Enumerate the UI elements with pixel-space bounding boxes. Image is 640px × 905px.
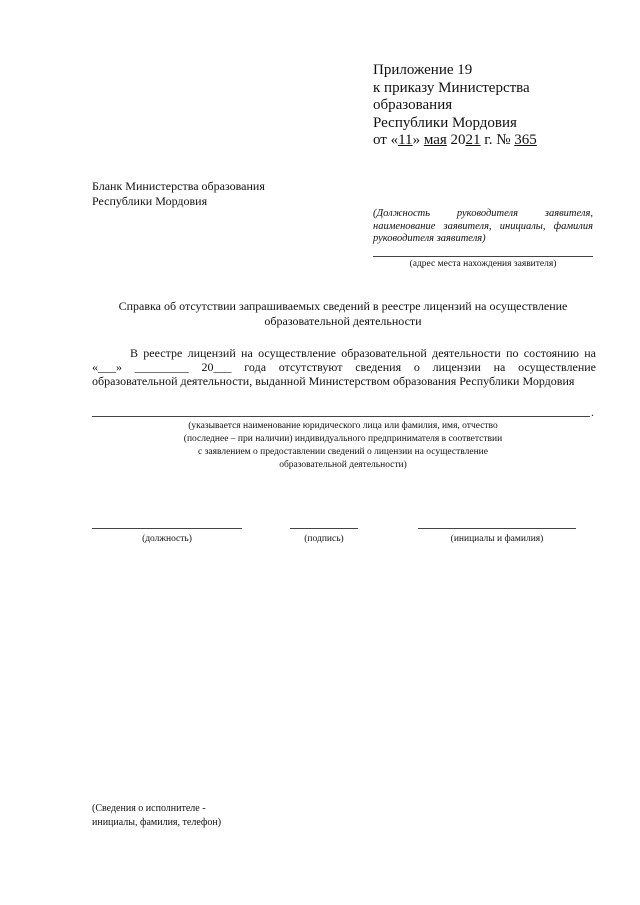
executor-line-2: инициалы, фамилия, телефон) [92, 816, 222, 828]
signature-caption: (подпись) [304, 534, 344, 544]
document-title: Справка об отсутствии запрашиваемых сведений в реестре лицензий на осуществление образовательной деятельности [118, 299, 568, 328]
document-body [92, 346, 596, 388]
letterhead-placeholder [92, 179, 265, 209]
appendix-date-line [373, 132, 537, 150]
body-paragraph: В реестре лицензий на осуществление образовательной деятельности по состоянию на «___» _________ 20___ года отсутствуют сведения о лицензии на осуществление образовательной деятельности, выданной Министерством образования Республики Мордовия [92, 346, 596, 388]
order-number: 365 [514, 132, 537, 148]
date-year-tail: г. № [480, 132, 515, 148]
position-line [92, 528, 242, 529]
name-caption: (инициалы и фамилия) [450, 534, 544, 544]
recipient-hint: (Должность руководителя заявителя, наименование заявителя, инициалы, фамилия руководителя заявителя) [373, 208, 593, 244]
date-prefix: от « [373, 132, 399, 148]
recipient-address-line [373, 256, 593, 257]
appendix-header [373, 62, 537, 150]
date-year-prefix: 20 [446, 132, 466, 148]
signature-line [290, 528, 358, 529]
applicant-note [92, 420, 594, 472]
position-caption: (должность) [142, 534, 192, 544]
date-year-suffix: 21 [465, 132, 481, 148]
appendix-line-1: Приложение 19 [373, 62, 473, 78]
executor-line-1: (Сведения о исполнителе - [92, 803, 206, 814]
letterhead-line-1: Бланк Министерства образования [92, 179, 265, 193]
date-month: мая [423, 132, 447, 148]
letterhead-line-2: Республики Мордовия [92, 194, 208, 208]
end-mark: . [591, 405, 594, 419]
recipient-address-caption: (адрес места нахождения заявителя) [409, 259, 557, 269]
appendix-line-3: образования [373, 97, 453, 113]
note-line-2: (последнее – при наличии) индивидуального предпринимателя в соответствии [183, 434, 503, 444]
date-mid: » [412, 132, 424, 148]
appendix-line-4: Республики Мордовия [373, 114, 517, 131]
applicant-name-line [92, 416, 590, 417]
appendix-line-2: к приказу Министерства [373, 79, 530, 96]
note-line-1: (указывается наименование юридического лица или фамилия, имя, отчество [188, 421, 498, 431]
note-line-3: с заявлением о предоставлении сведений о лицензии на осуществление [198, 447, 488, 457]
note-line-4: образовательной деятельности) [279, 460, 407, 470]
date-day: 11 [398, 132, 413, 148]
name-line [418, 528, 576, 529]
executor-info [92, 802, 221, 829]
